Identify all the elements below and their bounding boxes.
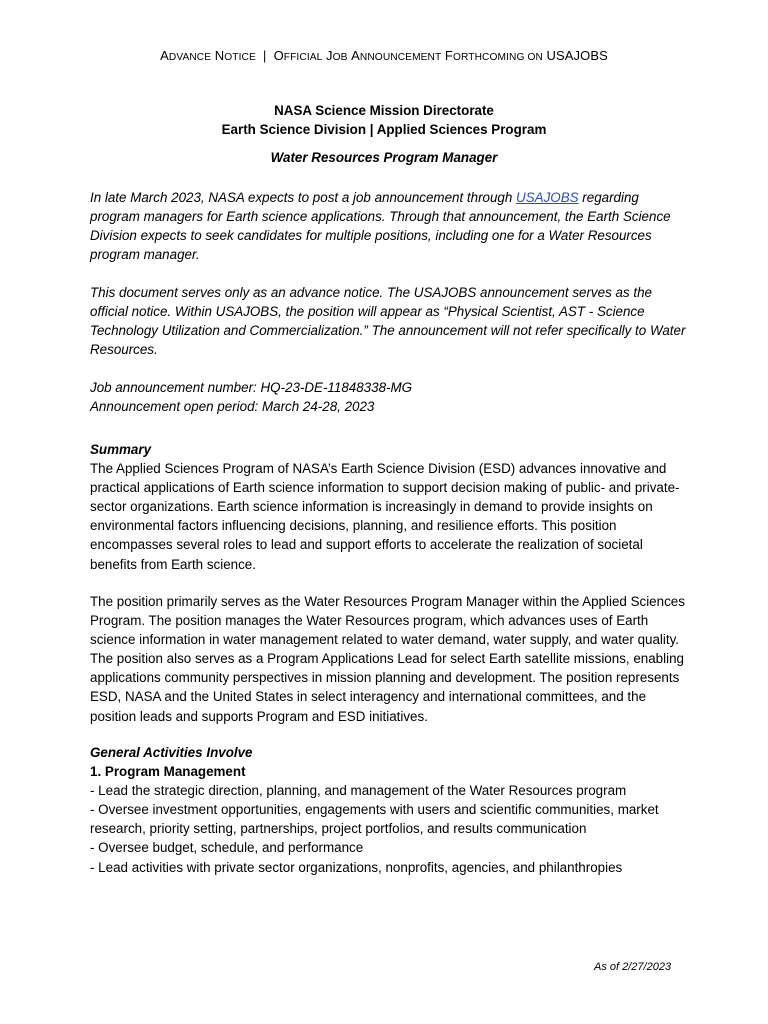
advance-notice-header (0, 48, 768, 63)
directorate-title (0, 101, 768, 139)
summary-heading: Summary (90, 442, 152, 457)
title-line-1: NASA Science Mission Directorate (274, 103, 494, 118)
header-advance-initial: A (160, 48, 169, 63)
intro-paragraph-1 (90, 188, 690, 264)
announcement-details (90, 378, 690, 416)
header-forthcoming-rest: ORTHCOMING ON (452, 52, 543, 63)
intro-text-before-link: In late March 2023, NASA expects to post a job announcement through (90, 190, 517, 205)
intro-text-after-link: regarding program managers for Earth science applications. Through that announcement, the Earth Science Division expects to seek candidates for multiple positions, including one for a Water Resources program manager. (90, 190, 671, 263)
header-forthcoming-initial: F (444, 48, 453, 63)
activity-bullet: - Oversee investment opportunities, engagements with users and scientific communities, market research, priority setting, partnerships, project portfolios, and results communication (90, 802, 659, 837)
summary-paragraph-2: The position primarily serves as the Water Resources Program Manager within the Applied Sciences Program. The position manages the Water Resources program, which advances uses of Earth science information in water management related to water demand, water supply, and water quality. The position also serves as a Program Applications Lead for select Earth satellite missions, enabling applications community perspectives in mission planning and development. The position represents ESD, NASA and the United States in select interagency and international committees, and the position leads and supports Program and ESD initiatives. (90, 594, 685, 724)
activity-bullet: - Oversee budget, schedule, and performance (90, 840, 364, 856)
title-line-2: Earth Science Division | Applied Sciences Program (221, 122, 547, 137)
summary-paragraph-2-block (90, 592, 690, 726)
header-separator: | (263, 49, 267, 63)
header-announcement-initial: A (351, 48, 360, 63)
usajobs-link[interactable]: USAJOBS (516, 190, 579, 205)
header-job-initial: J (325, 48, 333, 63)
as-of-date: As of 2/27/2023 (594, 961, 672, 973)
header-official-initial: O (273, 48, 284, 63)
header-official-rest: FFICIAL (283, 52, 323, 63)
header-notice-rest: OTICE (224, 52, 256, 63)
header-advance-rest: DVANCE (168, 52, 212, 63)
program-management-heading: 1. Program Management (90, 764, 246, 780)
header-job-rest: OB (332, 52, 348, 63)
activity-bullet: - Lead the strategic direction, planning, and management of the Water Resources program (90, 783, 627, 799)
announcement-open-period: Announcement open period: March 24-28, 2023 (90, 399, 375, 415)
activity-bullet: - Lead activities with private sector organizations, nonprofits, agencies, and philanthropies (90, 859, 623, 875)
header-site-name: USAJOBS (546, 48, 608, 63)
advance-notice-text: This document serves only as an advance notice. The USAJOBS announcement serves as the official notice. Within USAJOBS, the position will appear as “Physical Scientist, AST - Science Technology Utilization and Commercialization.” The announcement will not refer specifically to Water Resources. (90, 285, 686, 358)
header-notice-initial: N (214, 48, 225, 63)
summary-paragraph-1: The Applied Sciences Program of NASA’s Earth Science Division (ESD) advances innovative and practical applications of Earth science information to support decision making of public- and private-sector organizations. Earth science information is increasingly in demand to provide insights on environmental factors influencing decisions, planning, and resilience efforts. This position encompasses several roles to lead and support efforts to accelerate the realization of societal benefits from Earth science. (90, 461, 680, 572)
activities-section (90, 743, 690, 877)
activities-heading: General Activities Involve (90, 745, 253, 760)
announcement-number: Job announcement number: HQ-23-DE-11848338-MG (90, 380, 413, 395)
summary-section (90, 440, 690, 574)
intro-paragraph-2 (90, 283, 690, 359)
job-title: Water Resources Program Manager (270, 150, 498, 165)
header-announcement-rest: NNOUNCEMENT (359, 52, 442, 63)
